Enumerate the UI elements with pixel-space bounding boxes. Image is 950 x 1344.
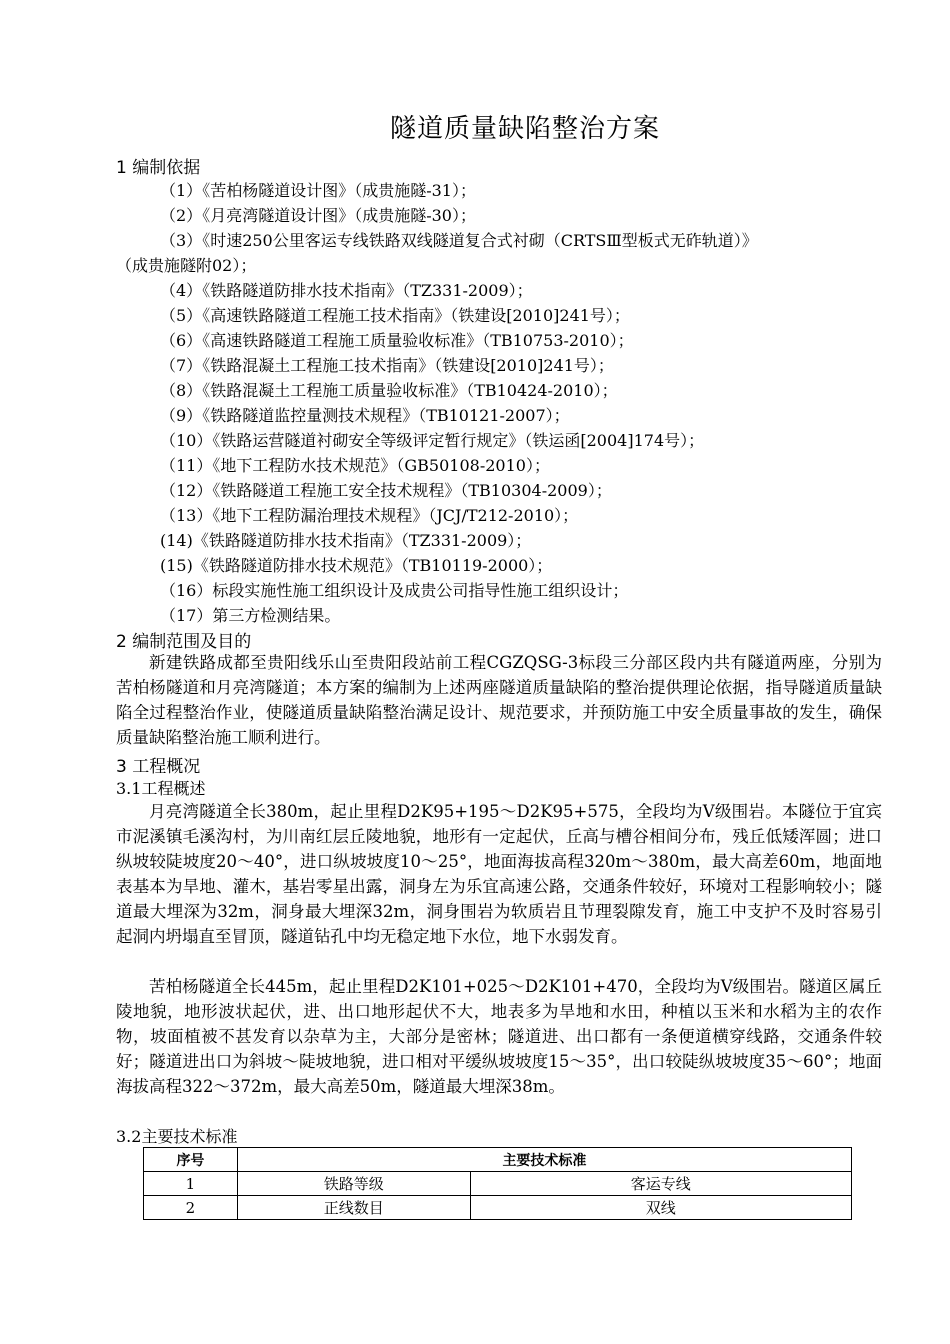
section-2-heading: 2 编制范围及目的 xyxy=(116,632,252,652)
list-item xyxy=(160,303,758,328)
item-number: （17） xyxy=(160,606,213,625)
section-3-1-paragraph-1: 月亮湾隧道全长380m，起止里程D2K95+195～D2K95+575，全段均为Ⅴ级围岩。本隧位于宜宾市泥溪镇毛溪沟村，为川南红层丘陵地貌，地形有一定起伏，丘高与槽谷相间分布，残丘低矮浑圆；进口纵坡较陡坡度20～40°，进口纵坡坡度10～25°，地面海拔高程320m～380m，最大高差60m，地面地表基本为旱地、灌木，基岩零星出露，洞身左为乐宜高速公路，交通条件较好，环境对工程影响较小；隧道最大埋深为32m，洞身最大埋深32m，洞身围岩为软质岩且节理裂隙发育，施工中支护不及时容易引起洞内坍塌直至冒顶，隧道钻孔中均无稳定地下水位，地下水弱发育。 xyxy=(116,802,882,946)
item-number: （8） xyxy=(160,381,203,400)
table-cell: 铁路等级 xyxy=(237,1172,470,1196)
table-cell: 2 xyxy=(144,1196,238,1220)
item-text: 《月亮湾隧道设计图》（成贵施隧-30）； xyxy=(202,206,476,225)
list-item xyxy=(160,503,758,528)
list-item xyxy=(160,378,758,403)
item-text: 《铁路隧道防排水技术指南》（TZ331-2009）； xyxy=(202,281,533,300)
header-cell-standard: 主要技术标准 xyxy=(237,1148,851,1172)
item-number: （13） xyxy=(160,506,213,525)
list-item xyxy=(160,353,758,378)
item-number: （3） xyxy=(160,231,203,250)
item-text: 《铁路隧道监控量测技术规程》（TB10121-2007）； xyxy=(202,406,570,425)
table-cell: 1 xyxy=(144,1172,238,1196)
item-text: 《时速250公里客运专线铁路双线隧道复合式衬砌（CRTSⅢ型板式无砟轨道）》 xyxy=(202,231,758,250)
list-item xyxy=(160,603,758,628)
technical-standards-table xyxy=(143,1147,852,1220)
item-number: （11） xyxy=(160,456,213,475)
item-text: 第三方检测结果。 xyxy=(212,606,341,625)
subsection-3-2-heading: 3.2主要技术标准 xyxy=(116,1127,238,1146)
list-item xyxy=(160,403,758,428)
section-3-1-paragraph-2: 苦柏杨隧道全长445m，起止里程D2K101+025～D2K101+470，全段均为Ⅴ级围岩。隧道区属丘陵地貌，地形波状起伏，进、出口地形起伏不大，地表多为旱地和水田，种植以玉米和水稻为主的农作物，坡面植被不甚发育以杂草为主，大部分是密林；隧道进、出口都有一条便道横穿线路，交通条件较好；隧道进出口为斜坡～陡坡地貌，进口相对平缓纵坡坡度15～35°，出口较陡纵坡坡度35～60°；地面海拔高程322～372m，最大高差50m，隧道最大埋深38m。 xyxy=(116,977,882,1096)
document-title: 隧道质量缺陷整治方案 xyxy=(389,114,660,144)
section-3-heading: 3 工程概况 xyxy=(116,757,201,777)
item-text: 标段实施性施工组织设计及成贵公司指导性施工组织设计； xyxy=(212,581,629,600)
list-item xyxy=(160,178,758,203)
item-number: （9） xyxy=(160,406,203,425)
item-text: 《铁路混凝土工程施工技术指南》（铁建设[2010]241号）； xyxy=(202,356,614,375)
list-item xyxy=(160,428,758,453)
item-text: 《地下工程防水技术规范》（GB50108-2010）； xyxy=(212,456,550,475)
list-item xyxy=(160,453,758,478)
item-number: (15) xyxy=(160,556,193,575)
item-number: （5） xyxy=(160,306,203,325)
list-item xyxy=(160,553,758,578)
item-number: （16） xyxy=(160,581,213,600)
list-item xyxy=(116,228,758,278)
list-item xyxy=(160,478,758,503)
reference-list xyxy=(116,178,758,628)
list-item xyxy=(160,328,758,353)
list-item xyxy=(160,528,758,553)
list-item xyxy=(160,578,758,603)
header-cell-number: 序号 xyxy=(144,1148,238,1172)
table-header-row xyxy=(144,1148,852,1172)
section-2-paragraph: 新建铁路成都至贵阳线乐山至贵阳段站前工程CGZQSG-3标段三分部区段内共有隧道两座，分别为苦柏杨隧道和月亮湾隧道；本方案的编制为上述两座隧道质量缺陷的整治提供理论依据，指导隧道质量缺陷全过程整治作业，使隧道质量缺陷整治满足设计、规范要求，并预防施工中安全质量事故的发生，确保质量缺陷整治施工顺利进行。 xyxy=(116,653,882,747)
item-text: 《高速铁路隧道工程施工技术指南》（铁建设[2010]241号）； xyxy=(202,306,630,325)
table-cell: 双线 xyxy=(470,1196,851,1220)
item-number: （10） xyxy=(160,431,213,450)
item-number: （6） xyxy=(160,331,203,350)
item-text: 《铁路运营隧道衬砌安全等级评定暂行规定》（铁运函[2004]174号）； xyxy=(212,431,705,450)
table-cell: 正线数目 xyxy=(237,1196,470,1220)
item-text: 《苦柏杨隧道设计图》（成贵施隧-31）； xyxy=(202,181,476,200)
section-1-heading: 1 编制依据 xyxy=(116,158,201,178)
item-text: 《高速铁路隧道工程施工质量验收标准》（TB10753-2010）； xyxy=(202,331,634,350)
item-number: （2） xyxy=(160,206,203,225)
item-number: （12） xyxy=(160,481,213,500)
subsection-3-1-heading: 3.1工程概述 xyxy=(116,779,206,798)
item-text: 《铁路隧道防排水技术指南》（TZ331-2009）； xyxy=(192,531,532,550)
list-item xyxy=(160,278,758,303)
item-text-continuation: （成贵施隧附02）； xyxy=(116,256,257,275)
table-row xyxy=(144,1196,852,1220)
item-number: (14) xyxy=(160,531,193,550)
item-text: 《铁路混凝土工程施工质量验收标准》（TB10424-2010）； xyxy=(202,381,618,400)
table-row xyxy=(144,1172,852,1196)
item-text: 《铁路隧道防排水技术规范》（TB10119-2000）； xyxy=(192,556,553,575)
list-item xyxy=(160,203,758,228)
item-number: （1） xyxy=(160,181,203,200)
table-cell: 客运专线 xyxy=(470,1172,851,1196)
item-text: 《铁路隧道工程施工安全技术规程》（TB10304-2009）； xyxy=(212,481,612,500)
item-text: 《地下工程防漏治理技术规程》（JCJ/T212-2010）； xyxy=(212,506,579,525)
item-number: （4） xyxy=(160,281,203,300)
item-number: （7） xyxy=(160,356,203,375)
